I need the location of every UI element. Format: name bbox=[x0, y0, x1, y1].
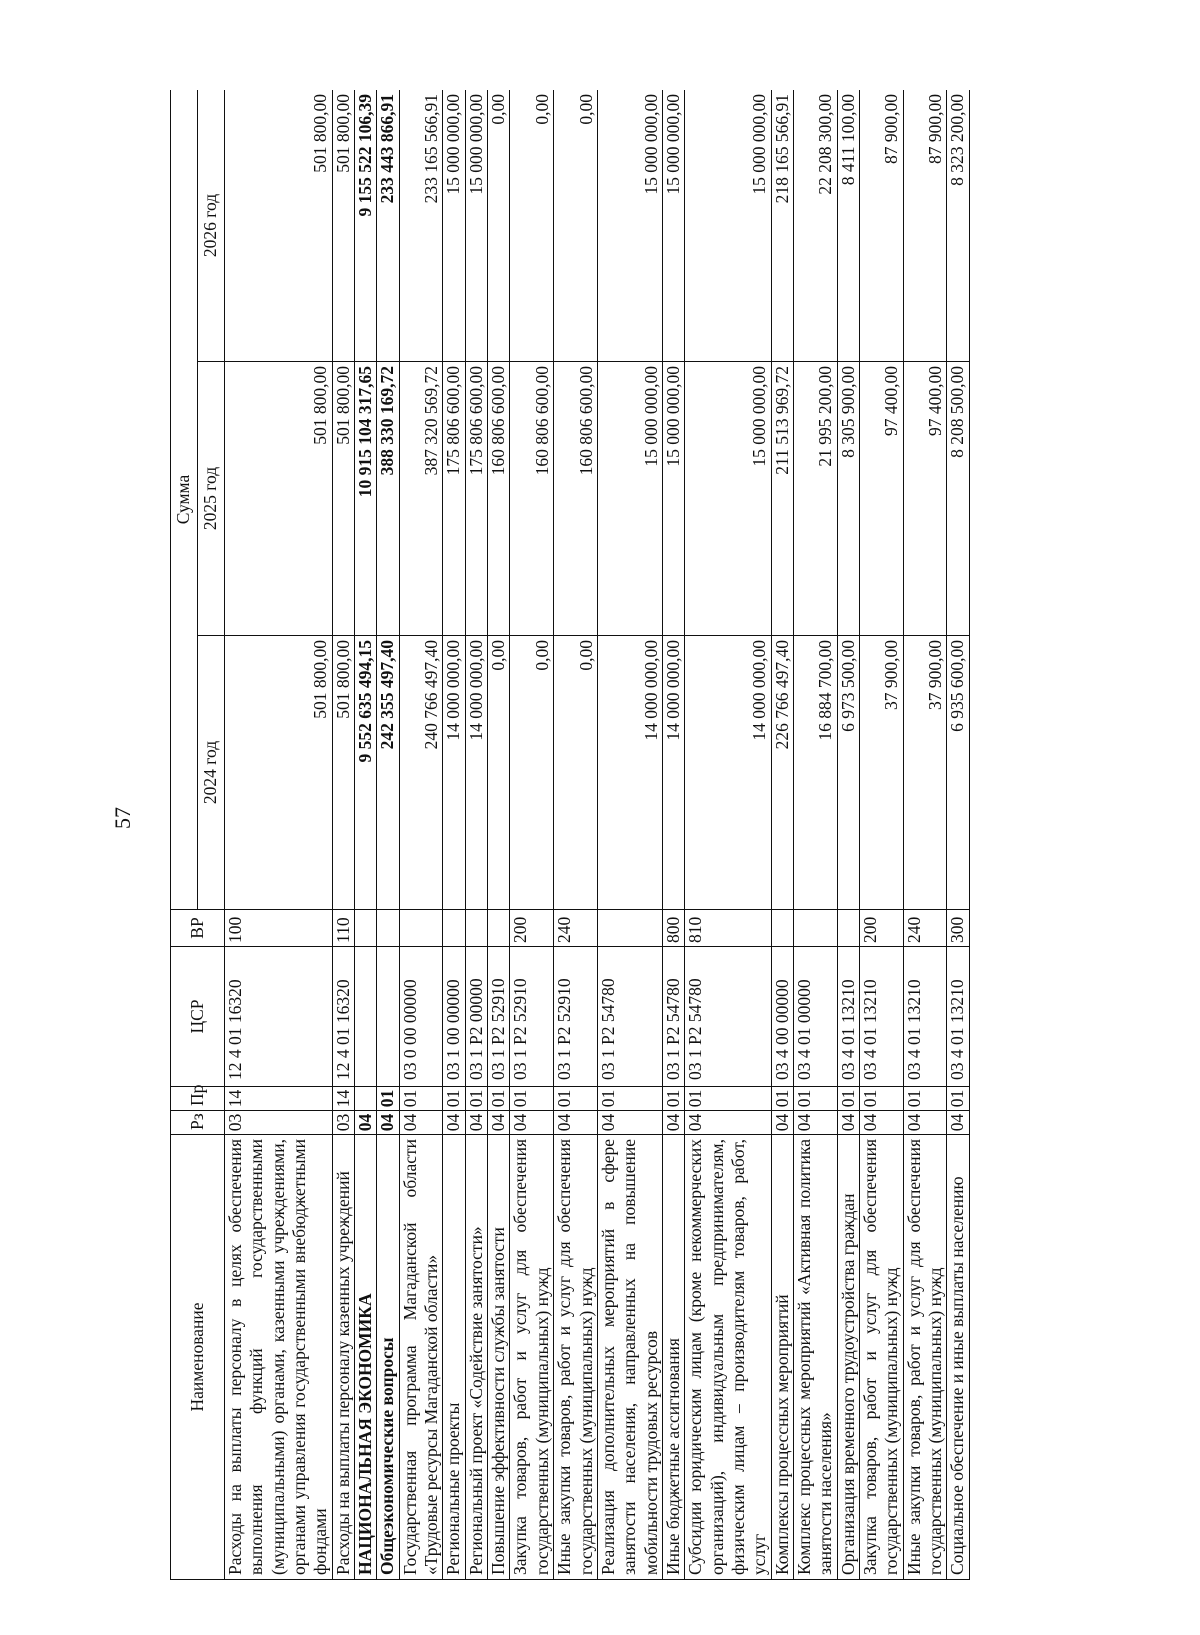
row-csr: 03 1 P2 54780 bbox=[662, 947, 684, 1087]
row-amount-2026: 15 000 000,00 bbox=[443, 90, 465, 362]
row-amount-2026: 501 800,00 bbox=[332, 90, 354, 362]
row-amount-2026: 0,00 bbox=[554, 90, 598, 362]
row-amount-2024: 14 000 000,00 bbox=[662, 636, 684, 910]
row-csr: 12 4 01 16320 bbox=[225, 947, 333, 1087]
row-rz: 04 bbox=[465, 1111, 487, 1135]
table-row bbox=[554, 90, 598, 1580]
table-row bbox=[771, 90, 793, 1580]
rotated-page-content bbox=[170, 90, 1080, 1580]
row-vr bbox=[355, 910, 377, 947]
row-amount-2026: 87 900,00 bbox=[859, 90, 903, 362]
row-rz: 04 bbox=[443, 1111, 465, 1135]
row-amount-2024: 242 355 497,40 bbox=[377, 636, 399, 910]
row-amount-2026: 9 155 522 106,39 bbox=[355, 90, 377, 362]
row-pr: 01 bbox=[399, 1087, 443, 1111]
budget-table bbox=[170, 90, 970, 1580]
row-amount-2025: 175 806 600,00 bbox=[465, 362, 487, 636]
row-amount-2024: 0,00 bbox=[554, 636, 598, 910]
row-name: Иные закупки товаров, работ и услуг для обеспечения государственных (муниципальных) нужд bbox=[903, 1135, 947, 1580]
row-name: Субсидии юридическим лицам (кроме некоммерческих организаций), индивидуальным предпринимателям, физическим лицам – производителям товаров, работ, услуг bbox=[685, 1135, 771, 1580]
row-name: Государственная программа Магаданской области «Трудовые ресурсы Магаданской области» bbox=[399, 1135, 443, 1580]
row-amount-2024: 14 000 000,00 bbox=[443, 636, 465, 910]
row-amount-2026: 8 323 200,00 bbox=[947, 90, 969, 362]
page-number: 57 bbox=[110, 807, 135, 829]
row-amount-2026: 233 443 866,91 bbox=[377, 90, 399, 362]
row-amount-2026: 0,00 bbox=[510, 90, 554, 362]
row-amount-2025: 8 305 900,00 bbox=[837, 362, 859, 636]
row-amount-2024: 0,00 bbox=[488, 636, 510, 910]
table-row bbox=[903, 90, 947, 1580]
row-amount-2025: 501 800,00 bbox=[225, 362, 333, 636]
row-vr: 300 bbox=[947, 910, 969, 947]
row-vr: 110 bbox=[332, 910, 354, 947]
row-vr bbox=[793, 910, 837, 947]
row-rz: 04 bbox=[771, 1111, 793, 1135]
header-csr: ЦСР bbox=[171, 947, 225, 1087]
header-vr: ВР bbox=[171, 910, 225, 947]
row-amount-2024: 14 000 000,00 bbox=[597, 636, 662, 910]
table-row bbox=[488, 90, 510, 1580]
row-pr: 01 bbox=[377, 1087, 399, 1111]
row-csr: 03 4 01 13210 bbox=[903, 947, 947, 1087]
row-amount-2024: 37 900,00 bbox=[859, 636, 903, 910]
row-csr: 03 1 P2 52910 bbox=[510, 947, 554, 1087]
row-amount-2025: 10 915 104 317,65 bbox=[355, 362, 377, 636]
table-row bbox=[332, 90, 354, 1580]
row-vr bbox=[837, 910, 859, 947]
row-rz: 04 bbox=[554, 1111, 598, 1135]
row-csr: 12 4 01 16320 bbox=[332, 947, 354, 1087]
row-vr: 240 bbox=[554, 910, 598, 947]
table-row bbox=[510, 90, 554, 1580]
row-amount-2024: 14 000 000,00 bbox=[465, 636, 487, 910]
row-amount-2025: 501 800,00 bbox=[332, 362, 354, 636]
row-rz: 04 bbox=[488, 1111, 510, 1135]
table-row bbox=[225, 90, 333, 1580]
row-rz: 04 bbox=[377, 1111, 399, 1135]
row-amount-2024: 6 973 500,00 bbox=[837, 636, 859, 910]
row-name: Расходы на выплаты персоналу казенных учреждений bbox=[332, 1135, 354, 1580]
row-rz: 03 bbox=[332, 1111, 354, 1135]
row-csr: 03 1 P2 52910 bbox=[554, 947, 598, 1087]
row-amount-2026: 501 800,00 bbox=[225, 90, 333, 362]
row-pr: 01 bbox=[947, 1087, 969, 1111]
row-name: Повышение эффективности службы занятости bbox=[488, 1135, 510, 1580]
row-name: Организация временного трудоустройства граждан bbox=[837, 1135, 859, 1580]
row-amount-2025: 21 995 200,00 bbox=[793, 362, 837, 636]
row-rz: 04 bbox=[859, 1111, 903, 1135]
row-vr bbox=[597, 910, 662, 947]
row-rz: 04 bbox=[597, 1111, 662, 1135]
row-vr: 100 bbox=[225, 910, 333, 947]
row-amount-2025: 97 400,00 bbox=[903, 362, 947, 636]
row-amount-2025: 8 208 500,00 bbox=[947, 362, 969, 636]
row-csr: 03 4 01 00000 bbox=[793, 947, 837, 1087]
row-pr: 01 bbox=[903, 1087, 947, 1111]
row-name: Социальное обеспечение и иные выплаты населению bbox=[947, 1135, 969, 1580]
table-row bbox=[685, 90, 771, 1580]
table-body bbox=[225, 90, 970, 1580]
row-amount-2025: 211 513 969,72 bbox=[771, 362, 793, 636]
table-row bbox=[355, 90, 377, 1580]
row-amount-2025: 15 000 000,00 bbox=[662, 362, 684, 636]
row-name: НАЦИОНАЛЬНАЯ ЭКОНОМИКА bbox=[355, 1135, 377, 1580]
row-amount-2025: 15 000 000,00 bbox=[597, 362, 662, 636]
row-amount-2025: 97 400,00 bbox=[859, 362, 903, 636]
row-amount-2026: 0,00 bbox=[488, 90, 510, 362]
row-rz: 03 bbox=[225, 1111, 333, 1135]
row-csr: 03 4 01 13210 bbox=[859, 947, 903, 1087]
table-row bbox=[597, 90, 662, 1580]
row-name: Иные бюджетные ассигнования bbox=[662, 1135, 684, 1580]
table-row bbox=[662, 90, 684, 1580]
row-csr bbox=[355, 947, 377, 1087]
row-pr: 01 bbox=[510, 1087, 554, 1111]
header-2025: 2025 год bbox=[198, 362, 225, 636]
row-amount-2024: 226 766 497,40 bbox=[771, 636, 793, 910]
row-name: Региональные проекты bbox=[443, 1135, 465, 1580]
row-vr: 200 bbox=[510, 910, 554, 947]
row-vr bbox=[443, 910, 465, 947]
row-pr: 01 bbox=[443, 1087, 465, 1111]
row-name: Региональный проект «Содействие занятости» bbox=[465, 1135, 487, 1580]
header-2026: 2026 год bbox=[198, 90, 225, 362]
row-vr: 200 bbox=[859, 910, 903, 947]
row-amount-2026: 87 900,00 bbox=[903, 90, 947, 362]
row-vr bbox=[465, 910, 487, 947]
row-name: Иные закупки товаров, работ и услуг для обеспечения государственных (муниципальных) нужд bbox=[554, 1135, 598, 1580]
row-amount-2026: 218 165 566,91 bbox=[771, 90, 793, 362]
row-pr: 01 bbox=[488, 1087, 510, 1111]
row-amount-2024: 16 884 700,00 bbox=[793, 636, 837, 910]
row-rz: 04 bbox=[355, 1111, 377, 1135]
row-amount-2025: 160 806 600,00 bbox=[488, 362, 510, 636]
row-pr: 14 bbox=[225, 1087, 333, 1111]
row-csr: 03 0 00 00000 bbox=[399, 947, 443, 1087]
row-vr: 800 bbox=[662, 910, 684, 947]
row-csr bbox=[377, 947, 399, 1087]
row-amount-2025: 160 806 600,00 bbox=[510, 362, 554, 636]
row-name: Реализация дополнительных мероприятий в сфере занятости населения, направленных на повышение мобильности трудовых ресурсов bbox=[597, 1135, 662, 1580]
row-vr bbox=[399, 910, 443, 947]
row-pr: 01 bbox=[597, 1087, 662, 1111]
row-amount-2026: 15 000 000,00 bbox=[465, 90, 487, 362]
row-amount-2026: 22 208 300,00 bbox=[793, 90, 837, 362]
row-csr: 03 1 P2 54780 bbox=[597, 947, 662, 1087]
row-rz: 04 bbox=[685, 1111, 771, 1135]
row-rz: 04 bbox=[947, 1111, 969, 1135]
row-pr: 01 bbox=[662, 1087, 684, 1111]
row-amount-2026: 8 411 100,00 bbox=[837, 90, 859, 362]
table-row bbox=[465, 90, 487, 1580]
row-amount-2024: 6 935 600,00 bbox=[947, 636, 969, 910]
header-row-1 bbox=[171, 90, 198, 1580]
row-amount-2026: 15 000 000,00 bbox=[662, 90, 684, 362]
table-row bbox=[837, 90, 859, 1580]
row-rz: 04 bbox=[793, 1111, 837, 1135]
row-amount-2024: 501 800,00 bbox=[225, 636, 333, 910]
header-rz: Рз bbox=[171, 1111, 225, 1135]
table-row bbox=[859, 90, 903, 1580]
table-row bbox=[947, 90, 969, 1580]
row-amount-2026: 15 000 000,00 bbox=[685, 90, 771, 362]
row-rz: 04 bbox=[662, 1111, 684, 1135]
table-row bbox=[443, 90, 465, 1580]
header-sum: Сумма bbox=[171, 90, 198, 910]
row-name: Расходы на выплаты персоналу в целях обеспечения выполнения функций государственными (муниципальными) органами, казенными учреждениями, органами управления государственными внебюджетными фондами bbox=[225, 1135, 333, 1580]
row-amount-2025: 387 320 569,72 bbox=[399, 362, 443, 636]
row-amount-2025: 388 330 169,72 bbox=[377, 362, 399, 636]
row-pr: 01 bbox=[793, 1087, 837, 1111]
header-pr: Пр bbox=[171, 1087, 225, 1111]
row-pr: 01 bbox=[554, 1087, 598, 1111]
row-rz: 04 bbox=[510, 1111, 554, 1135]
header-name: Наименование bbox=[171, 1135, 225, 1580]
row-vr bbox=[377, 910, 399, 947]
row-name: Закупка товаров, работ и услуг для обеспечения государственных (муниципальных) нужд bbox=[859, 1135, 903, 1580]
row-csr: 03 4 00 00000 bbox=[771, 947, 793, 1087]
header-2024: 2024 год bbox=[198, 636, 225, 910]
row-name: Закупка товаров, работ и услуг для обеспечения государственных (муниципальных) нужд bbox=[510, 1135, 554, 1580]
row-pr: 01 bbox=[837, 1087, 859, 1111]
row-amount-2025: 15 000 000,00 bbox=[685, 362, 771, 636]
row-pr: 01 bbox=[685, 1087, 771, 1111]
table-row bbox=[377, 90, 399, 1580]
row-vr: 240 bbox=[903, 910, 947, 947]
row-amount-2024: 0,00 bbox=[510, 636, 554, 910]
row-pr bbox=[355, 1087, 377, 1111]
row-pr: 01 bbox=[771, 1087, 793, 1111]
row-amount-2024: 501 800,00 bbox=[332, 636, 354, 910]
row-rz: 04 bbox=[837, 1111, 859, 1135]
row-pr: 14 bbox=[332, 1087, 354, 1111]
table-row bbox=[793, 90, 837, 1580]
row-csr: 03 1 00 00000 bbox=[443, 947, 465, 1087]
row-amount-2026: 233 165 566,91 bbox=[399, 90, 443, 362]
row-vr bbox=[488, 910, 510, 947]
row-amount-2025: 175 806 600,00 bbox=[443, 362, 465, 636]
row-amount-2025: 160 806 600,00 bbox=[554, 362, 598, 636]
row-csr: 03 4 01 13210 bbox=[837, 947, 859, 1087]
budget-table-area bbox=[170, 90, 1080, 1580]
row-amount-2024: 37 900,00 bbox=[903, 636, 947, 910]
table-row bbox=[399, 90, 443, 1580]
row-pr: 01 bbox=[465, 1087, 487, 1111]
row-vr: 810 bbox=[685, 910, 771, 947]
row-name: Комплексы процессных мероприятий bbox=[771, 1135, 793, 1580]
row-name: Общеэкономические вопросы bbox=[377, 1135, 399, 1580]
row-pr: 01 bbox=[859, 1087, 903, 1111]
row-amount-2024: 240 766 497,40 bbox=[399, 636, 443, 910]
row-csr: 03 4 01 13210 bbox=[947, 947, 969, 1087]
row-csr: 03 1 P2 54780 bbox=[685, 947, 771, 1087]
row-rz: 04 bbox=[399, 1111, 443, 1135]
row-csr: 03 1 P2 00000 bbox=[465, 947, 487, 1087]
row-amount-2024: 14 000 000,00 bbox=[685, 636, 771, 910]
row-vr bbox=[771, 910, 793, 947]
row-rz: 04 bbox=[903, 1111, 947, 1135]
row-amount-2024: 9 552 635 494,15 bbox=[355, 636, 377, 910]
row-name: Комплекс процессных мероприятий «Активная политика занятости населения» bbox=[793, 1135, 837, 1580]
row-amount-2026: 15 000 000,00 bbox=[597, 90, 662, 362]
row-csr: 03 1 P2 52910 bbox=[488, 947, 510, 1087]
